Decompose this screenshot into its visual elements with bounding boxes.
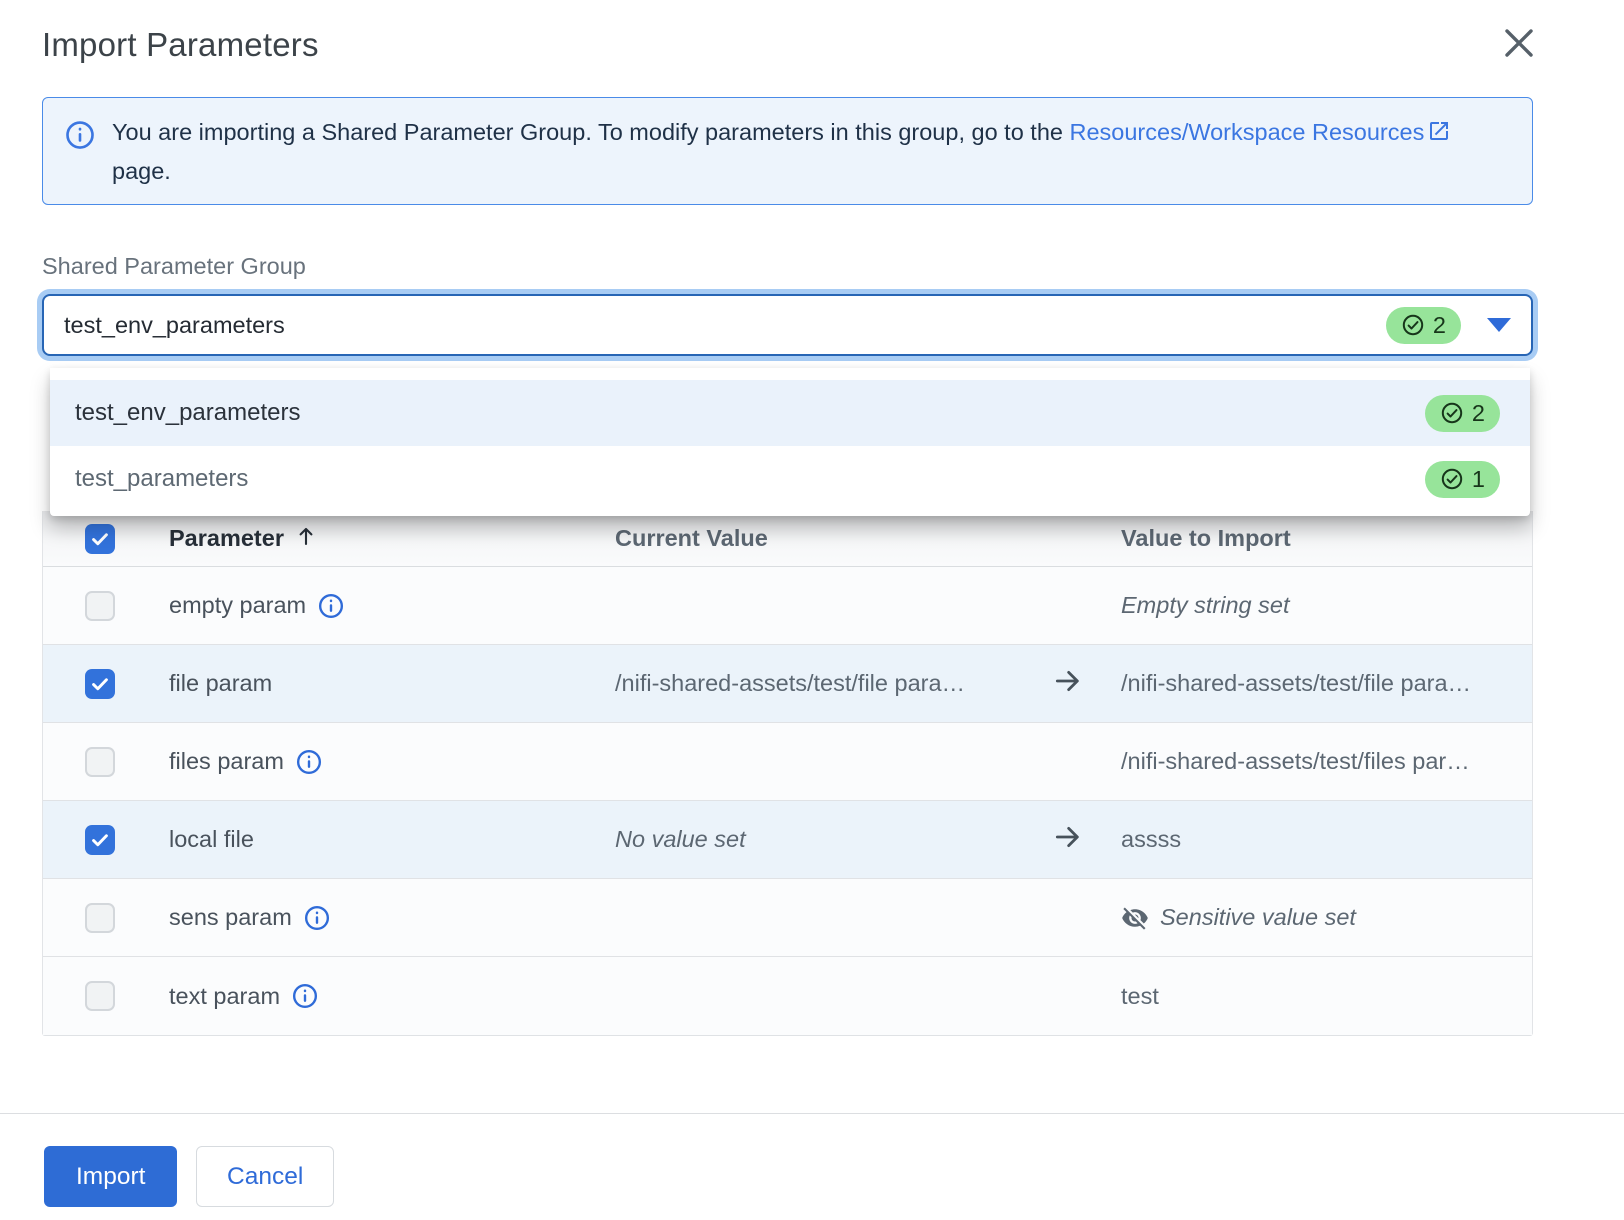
- import-value: /nifi-shared-assets/test/files par…: [1121, 748, 1470, 774]
- dropdown-option-test-env-parameters[interactable]: [50, 380, 1530, 446]
- parameter-count-badge: [1386, 307, 1461, 344]
- parameter-name: local file: [169, 826, 254, 852]
- external-link-icon[interactable]: [1427, 116, 1451, 140]
- shared-parameter-group-label: Shared Parameter Group: [42, 253, 306, 279]
- current-value: /nifi-shared-assets/test/file para…: [615, 670, 966, 696]
- table-row: [43, 567, 1532, 645]
- cancel-button[interactable]: Cancel: [196, 1146, 334, 1207]
- banner-text: [112, 113, 1510, 189]
- parameter-name: sens param: [169, 904, 292, 930]
- banner-text-before: You are importing a Shared Parameter Group. To modify parameters in this group, go to the: [112, 119, 1070, 145]
- table-row: [43, 957, 1532, 1035]
- import-value: Empty string set: [1121, 592, 1290, 618]
- shared-parameter-group-select[interactable]: [42, 294, 1533, 356]
- banner-text-after: page.: [112, 158, 171, 184]
- import-value: test: [1121, 982, 1159, 1009]
- badge-count: 1: [1471, 465, 1485, 492]
- table-row: [43, 801, 1532, 879]
- option-label: test_env_parameters: [75, 399, 301, 426]
- row-checkbox[interactable]: [85, 747, 115, 777]
- dropdown-option-test-parameters[interactable]: [50, 446, 1530, 512]
- table-row: [43, 879, 1532, 957]
- eye-slash-icon: [1121, 904, 1149, 932]
- footer-divider: [0, 1113, 1624, 1114]
- info-icon: [65, 120, 95, 189]
- current-value: No value set: [615, 826, 746, 852]
- page-title: Import Parameters: [42, 26, 319, 63]
- import-value: Sensitive value set: [1160, 904, 1356, 930]
- option-count-badge: [1425, 461, 1500, 498]
- option-count-badge: [1425, 395, 1500, 432]
- table-header-row: [43, 511, 1532, 567]
- parameter-name: files param: [169, 748, 284, 774]
- table-row: [43, 645, 1532, 723]
- parameter-name: file param: [169, 670, 273, 696]
- parameter-name: empty param: [169, 592, 307, 618]
- table-row: [43, 723, 1532, 801]
- arrow-right-icon: [1052, 821, 1084, 858]
- column-header-current-value: Current Value: [615, 525, 768, 551]
- chevron-down-icon[interactable]: [1487, 318, 1511, 332]
- info-icon[interactable]: [292, 983, 318, 1009]
- group-dropdown-menu: [50, 368, 1530, 516]
- column-header-value-to-import: Value to Import: [1121, 525, 1291, 551]
- import-value: /nifi-shared-assets/test/file para…: [1121, 670, 1472, 696]
- info-banner: [42, 97, 1533, 205]
- row-checkbox[interactable]: [85, 903, 115, 933]
- info-icon[interactable]: [296, 749, 322, 775]
- select-all-checkbox[interactable]: [85, 524, 115, 554]
- import-value: assss: [1121, 826, 1182, 852]
- badge-count: 2: [1471, 399, 1485, 426]
- info-icon[interactable]: [304, 905, 330, 931]
- row-checkbox[interactable]: [85, 981, 115, 1011]
- parameters-table: [42, 511, 1533, 1036]
- option-label: test_parameters: [75, 465, 249, 492]
- info-icon[interactable]: [318, 593, 344, 619]
- arrow-right-icon: [1052, 665, 1084, 702]
- sort-ascending-icon: [294, 524, 318, 554]
- row-checkbox[interactable]: [85, 825, 115, 855]
- column-header-parameter[interactable]: [169, 524, 318, 554]
- row-checkbox[interactable]: [85, 669, 115, 699]
- resources-link[interactable]: Resources/Workspace Resources: [1069, 119, 1425, 145]
- row-checkbox[interactable]: [85, 591, 115, 621]
- badge-count: 2: [1432, 311, 1446, 338]
- import-button[interactable]: Import: [44, 1146, 177, 1207]
- parameter-name: text param: [169, 982, 281, 1009]
- select-value: test_env_parameters: [64, 311, 285, 338]
- header-parameter-label: Parameter: [169, 525, 284, 551]
- close-icon[interactable]: [1496, 20, 1542, 66]
